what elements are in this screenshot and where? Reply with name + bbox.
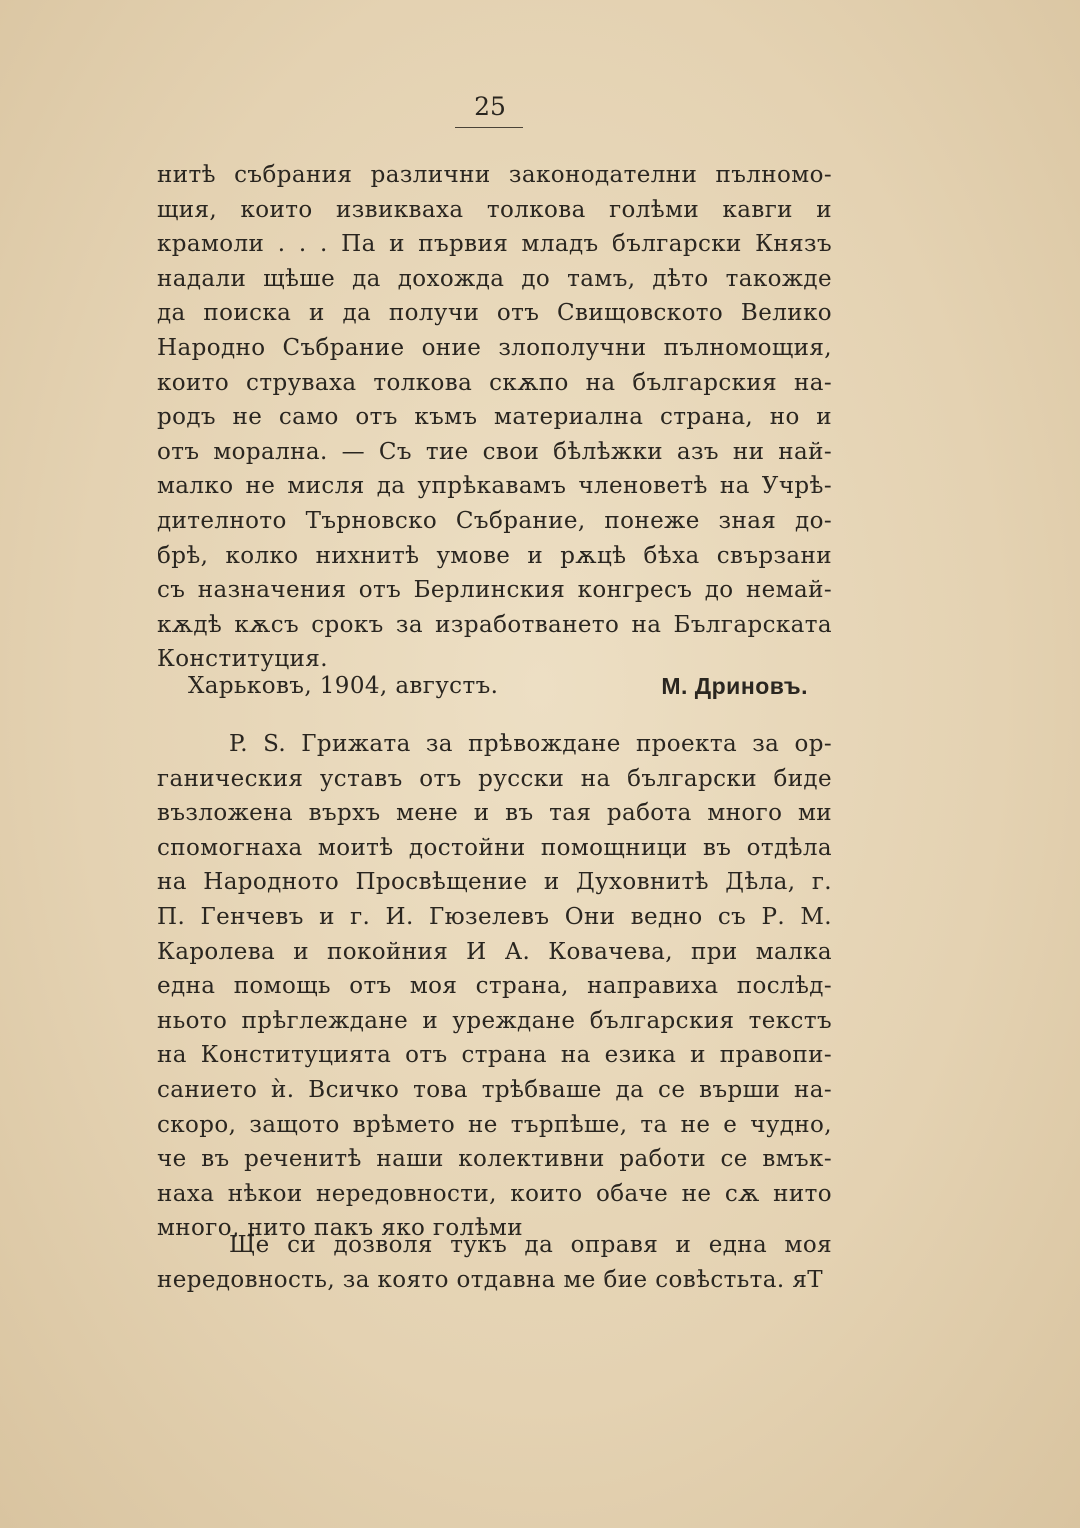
- text-line: щия, които извикваха толкова голѣми кавги и: [157, 196, 832, 223]
- signature-line: [188, 668, 808, 704]
- text-line: че въ реченитѣ наши колективни работи се вмък-: [157, 1146, 832, 1173]
- page-number: 25: [474, 92, 506, 121]
- text-line: родъ не само отъ къмъ материална страна, но и: [157, 404, 832, 431]
- paragraph-3: [157, 1228, 832, 1297]
- text-line: нередовность, за която отдавна ме бие совѣстьта. яТ: [157, 1266, 823, 1293]
- text-line: ньото прѣглеждане и уреждане българския текстъ: [157, 1007, 832, 1034]
- text-line: П. Генчевъ и г. И. Гюзелевъ Они ведно съ Р. М.: [157, 903, 832, 930]
- text-line: брѣ, колко нихнитѣ умове и рѫцѣ бѣха свързани: [157, 542, 832, 569]
- text-line: които струваха толкова скѫпо на българския на-: [157, 369, 832, 396]
- signature-author: М. Дриновъ.: [661, 673, 808, 699]
- text-line: скоро, защото врѣмето не търпѣше, та не е чудно,: [157, 1111, 832, 1138]
- text-line: кѫдѣ кѫсъ срокъ за изработването на Българската: [157, 611, 832, 638]
- signature-place-date: Харьковъ, 1904, августъ.: [188, 673, 499, 699]
- text-line: малко не мисля да упрѣкавамъ членоветѣ на Учрѣ-: [157, 473, 832, 500]
- text-line: Народно Събрание оние злополучни пълномощия,: [157, 334, 832, 361]
- text-line: на Конституцията отъ страна на езика и правопи-: [157, 1042, 832, 1069]
- text-line: Каролева и покойния И А. Ковачева, при малка: [157, 938, 832, 965]
- text-line: отъ морална. — Съ тие свои бѣлѣжки азъ ни най-: [157, 438, 832, 465]
- text-line: съ назначения отъ Берлинския конгресъ до немай-: [157, 577, 832, 604]
- text-line: една помощь отъ моя страна, направиха послѣд-: [157, 973, 832, 1000]
- text-line: санието ѝ. Всичко това трѣбваше да се върши на-: [157, 1076, 832, 1103]
- page-number-rule: [455, 127, 523, 128]
- text-line: възложена върхъ мене и въ тая работа много ми: [157, 800, 832, 827]
- text-line: ганическия уставъ отъ русски на български биде: [157, 765, 832, 792]
- text-line: наха нѣкои нередовности, които обаче не сѫ нито: [157, 1180, 832, 1207]
- text-line: нитѣ събрания различни законодателни пълномо-: [157, 162, 832, 188]
- text-line: много, нито пакъ яко голѣми: [157, 1215, 523, 1242]
- text-line: Конституция.: [157, 646, 328, 673]
- text-line: дителното Търновско Събрание, понеже зная до-: [157, 507, 832, 534]
- text-line: надали щѣше да дохожда до тамъ, дѣто такожде: [157, 265, 832, 292]
- text-line: на Народното Просвѣщение и Духовнитѣ Дѣла, г.: [157, 869, 832, 896]
- text-line: Ще си дозволя тукъ да оправя и една моя: [229, 1232, 832, 1258]
- paragraph-postscript: [157, 727, 832, 1246]
- paragraph-1: [157, 158, 832, 677]
- text-line: спомогнаха моитѣ достойни помощници въ отдѣла: [157, 834, 832, 861]
- text-line: P. S. Грижата за прѣвождане проекта за ор-: [229, 731, 832, 757]
- text-line: да поиска и да получи отъ Свищовското Велико: [157, 300, 832, 327]
- text-line: крамоли . . . Па и първия младъ български Князъ: [157, 231, 832, 258]
